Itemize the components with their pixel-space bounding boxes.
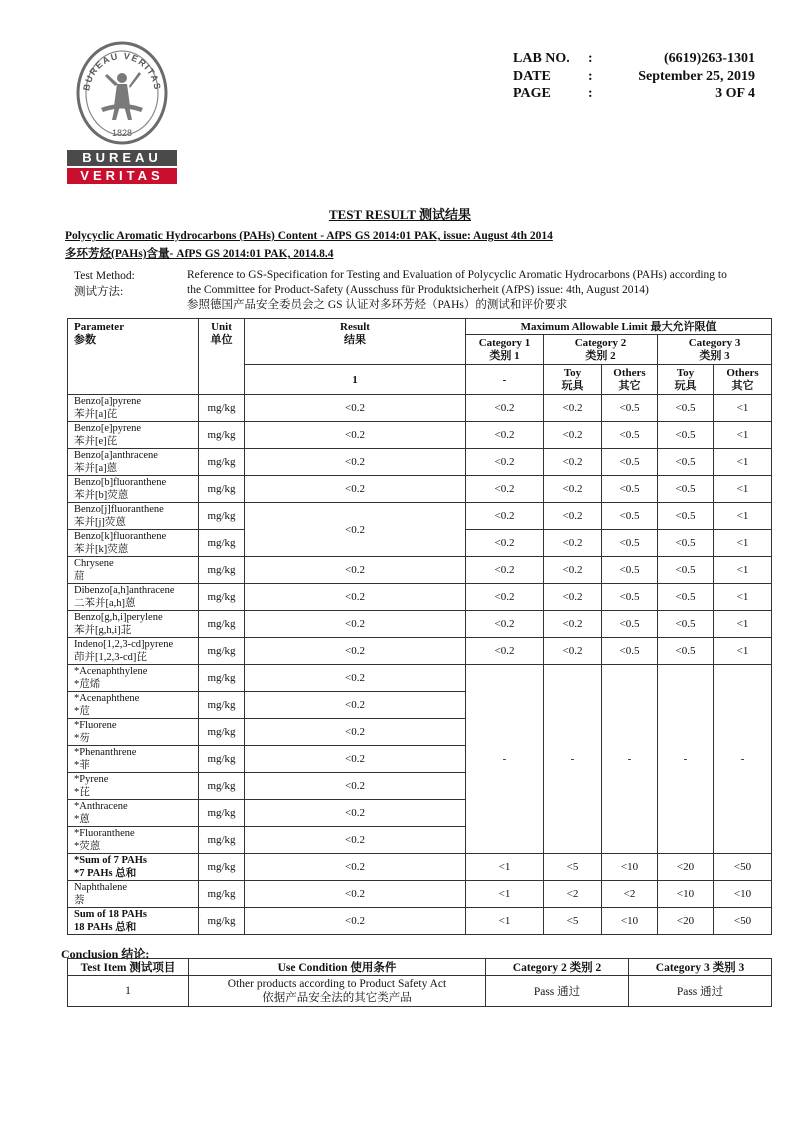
colon: :	[588, 51, 593, 66]
table-cell: *Fluoranthene *荧蒽	[68, 827, 199, 854]
table-cell: <0.2	[544, 611, 602, 638]
table-cell: <10	[714, 881, 772, 908]
table-cell: <1	[714, 530, 772, 557]
table-cell: <0.5	[658, 611, 714, 638]
table-cell: <1	[714, 395, 772, 422]
lab-no-label: LAB NO.	[513, 51, 570, 66]
table-cell: <0.5	[602, 584, 658, 611]
table-cell: mg/kg	[199, 503, 245, 530]
table-cell: <0.2	[544, 530, 602, 557]
conclusion-item: 1	[68, 976, 189, 1007]
table-row	[68, 557, 772, 584]
table-cell: *Phenanthrene *菲	[68, 746, 199, 773]
table-cell: <0.5	[658, 530, 714, 557]
table-cell: <0.2	[245, 827, 466, 854]
table-cell: <0.2	[466, 449, 544, 476]
table-cell: mg/kg	[199, 719, 245, 746]
header-cat1-sub: -	[466, 365, 544, 395]
table-cell: <1	[714, 638, 772, 665]
header-labels	[513, 50, 570, 103]
merged-limit: -	[466, 665, 544, 854]
table-cell: <1	[714, 503, 772, 530]
table-cell: <0.2	[245, 746, 466, 773]
table-cell: <0.5	[658, 449, 714, 476]
table-cell: <1	[714, 557, 772, 584]
table-cell: <0.5	[658, 584, 714, 611]
table-cell: <0.2	[245, 449, 466, 476]
table-cell: <1	[714, 422, 772, 449]
header-category-2: Category 2 类别 2	[544, 335, 658, 365]
table-cell: Indeno[1,2,3-cd]pyrene 茚并[1,2,3-cd]芘	[68, 638, 199, 665]
table-cell: <0.5	[602, 503, 658, 530]
conclusion-table	[67, 958, 772, 1007]
table-cell: <1	[714, 476, 772, 503]
table-cell: <0.5	[658, 557, 714, 584]
header-result: Result 结果	[245, 319, 466, 365]
table-cell: <0.5	[602, 476, 658, 503]
table-cell: <0.5	[602, 611, 658, 638]
table-cell: mg/kg	[199, 422, 245, 449]
table-cell: <0.2	[544, 476, 602, 503]
table-cell: <1	[714, 611, 772, 638]
test-method-line: 参照德国产品安全委员会之 GS 认证对多环芳烃（PAHs）的测试和评价要求	[187, 299, 568, 311]
table-cell: Sum of 18 PAHs 18 PAHs 总和	[68, 908, 199, 935]
header-cat2-toy: Toy 玩具	[544, 365, 602, 395]
table-cell: <1	[714, 584, 772, 611]
header-cat3-toy: Toy 玩具	[658, 365, 714, 395]
logo-word-veritas: VERITAS	[67, 168, 177, 184]
table-row	[68, 908, 772, 935]
colon: :	[588, 86, 593, 101]
table-cell: <0.2	[544, 503, 602, 530]
table-row	[68, 881, 772, 908]
date-label: DATE	[513, 68, 551, 84]
header-cat3-others: Others 其它	[714, 365, 772, 395]
table-cell: mg/kg	[199, 449, 245, 476]
table-cell: <0.2	[466, 638, 544, 665]
table-cell: mg/kg	[199, 584, 245, 611]
test-method-line: Reference to GS-Specification for Testing and Evaluation of Polycyclic Aromatic Hydrocarbons (PAHs) according to	[187, 269, 727, 281]
table-row	[68, 422, 772, 449]
test-method-label-cn: 测试方法:	[74, 286, 124, 298]
table-cell: <0.2	[245, 422, 466, 449]
table-cell: Naphthalene 萘	[68, 881, 199, 908]
table-cell: <0.2	[544, 584, 602, 611]
logo-word-bureau: BUREAU	[67, 150, 177, 166]
table-cell: <0.5	[602, 638, 658, 665]
table-cell: Dibenzo[a,h]anthracene 二苯并[a,h]蒽	[68, 584, 199, 611]
merged-limit: -	[714, 665, 772, 854]
conclusion-cat3-result: Pass 通过	[629, 976, 772, 1007]
table-cell: <0.2	[245, 719, 466, 746]
table-cell: <5	[544, 908, 602, 935]
header-values	[600, 50, 755, 103]
seal-year: 1828	[111, 128, 133, 138]
table-cell: *Anthracene *蒽	[68, 800, 199, 827]
table-cell: <2	[602, 881, 658, 908]
conclusion-header-use: Use Condition 使用条件	[189, 959, 486, 976]
table-cell: mg/kg	[199, 800, 245, 827]
table-cell: <1	[466, 854, 544, 881]
table-cell: <0.2	[466, 476, 544, 503]
table-cell: <0.2	[245, 611, 466, 638]
table-cell: mg/kg	[199, 692, 245, 719]
table-row	[68, 503, 772, 530]
table-cell: Benzo[b]fluoranthene 苯并[b]荧蒽	[68, 476, 199, 503]
conclusion-header-item: Test Item 测试项目	[68, 959, 189, 976]
header-sample-1: 1	[245, 365, 466, 395]
date-value: September 25, 2019	[638, 68, 755, 84]
test-method-label	[74, 268, 135, 300]
table-cell: <1	[466, 881, 544, 908]
table-cell: *Fluorene *芴	[68, 719, 199, 746]
table-cell: <0.5	[658, 503, 714, 530]
table-cell: <20	[658, 908, 714, 935]
table-row	[68, 584, 772, 611]
table-cell: <0.5	[602, 557, 658, 584]
page-value: 3 OF 4	[715, 86, 755, 101]
table-cell: <0.2	[245, 908, 466, 935]
table-cell: mg/kg	[199, 827, 245, 854]
table-cell: <10	[602, 854, 658, 881]
table-cell: <0.5	[658, 395, 714, 422]
table-cell: <0.5	[602, 530, 658, 557]
table-cell: <0.2	[544, 395, 602, 422]
table-cell: <0.2	[466, 503, 544, 530]
header-cat2-others: Others 其它	[602, 365, 658, 395]
table-row	[68, 395, 772, 422]
header-colons	[588, 50, 593, 103]
table-cell: <5	[544, 854, 602, 881]
table-cell: Benzo[g,h,i]perylene 苯并[g,h,i]苝	[68, 611, 199, 638]
subtitle-en: Polycyclic Aromatic Hydrocarbons (PAHs) Content - AfPS GS 2014:01 PAK, issue: August 4th 2014	[65, 230, 553, 242]
table-cell: <0.5	[658, 422, 714, 449]
table-cell: <0.2	[245, 800, 466, 827]
merged-limit: -	[544, 665, 602, 854]
conclusion-use: Other products according to Product Safety Act 依据产品安全法的其它类产品	[189, 976, 486, 1007]
merged-limit: -	[658, 665, 714, 854]
table-row	[68, 449, 772, 476]
table-cell: *Acenaphthene *苊	[68, 692, 199, 719]
table-row	[68, 665, 772, 692]
conclusion-header-cat3: Category 3 类别 3	[629, 959, 772, 976]
table-cell: <0.2	[466, 584, 544, 611]
table-cell: <0.2	[544, 449, 602, 476]
table-cell: <0.2	[466, 611, 544, 638]
table-row	[68, 611, 772, 638]
table-cell: <0.5	[602, 422, 658, 449]
results-table	[67, 318, 772, 935]
header-parameter: Parameter 参数	[68, 319, 199, 395]
conclusion-cat2-result: Pass 通过	[486, 976, 629, 1007]
table-cell: <50	[714, 854, 772, 881]
table-cell: <0.2	[544, 557, 602, 584]
table-cell: mg/kg	[199, 908, 245, 935]
header-category-1: Category 1 类别 1	[466, 335, 544, 365]
table-cell: Benzo[k]fluoranthene 苯并[k]荧蒽	[68, 530, 199, 557]
table-cell: <0.2	[245, 773, 466, 800]
table-row	[68, 476, 772, 503]
test-method-text	[187, 268, 767, 313]
table-cell: <0.2	[466, 395, 544, 422]
seal-text: BUREAU VERITAS	[81, 50, 163, 92]
bureau-veritas-seal-icon	[67, 40, 177, 146]
table-cell: <10	[602, 908, 658, 935]
header-max-limit: Maximum Allowable Limit 最大允许限值	[466, 319, 772, 335]
table-cell: Benzo[j]fluoranthene 苯并[j]荧蒽	[68, 503, 199, 530]
table-cell: *Sum of 7 PAHs *7 PAHs 总和	[68, 854, 199, 881]
conclusion-label: Conclusion 结论:	[61, 947, 150, 961]
table-cell: <1	[466, 908, 544, 935]
table-cell: <50	[714, 908, 772, 935]
table-cell: mg/kg	[199, 665, 245, 692]
merged-limit: -	[602, 665, 658, 854]
table-cell: mg/kg	[199, 557, 245, 584]
header-unit: Unit 单位	[199, 319, 245, 395]
table-cell: mg/kg	[199, 881, 245, 908]
table-cell: <0.5	[658, 476, 714, 503]
table-cell: <1	[714, 449, 772, 476]
table-cell: <0.2	[544, 422, 602, 449]
lab-no-value: (6619)263-1301	[664, 51, 755, 66]
bureau-veritas-logo	[67, 40, 177, 185]
test-method-line: the Committee for Product-Safety (Ausschuss für Produktsicherheit (AfPS) issue: 4th, August 2014)	[187, 284, 649, 296]
table-cell: <0.2	[466, 530, 544, 557]
page-label: PAGE	[513, 86, 551, 101]
table-cell: mg/kg	[199, 854, 245, 881]
test-method-label-en: Test Method:	[74, 270, 135, 282]
header-category-3: Category 3 类别 3	[658, 335, 772, 365]
table-cell: <0.5	[658, 638, 714, 665]
page-title: TEST RESULT 测试结果	[328, 207, 472, 222]
subtitle-cn: 多环芳烃(PAHs)含量- AfPS GS 2014:01 PAK, 2014.8.4	[65, 248, 334, 260]
table-cell: Benzo[e]pyrene 苯并[e]芘	[68, 422, 199, 449]
table-cell: <0.2	[245, 476, 466, 503]
table-cell: Benzo[a]pyrene 苯并[a]芘	[68, 395, 199, 422]
colon: :	[588, 68, 593, 84]
table-cell: <0.2	[245, 395, 466, 422]
table-cell: mg/kg	[199, 773, 245, 800]
table-cell: <0.2	[544, 638, 602, 665]
table-cell: <0.5	[602, 449, 658, 476]
table-cell: <0.2	[245, 854, 466, 881]
table-cell: <0.2	[245, 638, 466, 665]
table-row	[68, 854, 772, 881]
table-cell: mg/kg	[199, 638, 245, 665]
table-row	[68, 638, 772, 665]
merged-result: <0.2	[245, 503, 466, 557]
table-cell: <0.2	[245, 692, 466, 719]
table-cell: <20	[658, 854, 714, 881]
table-cell: mg/kg	[199, 611, 245, 638]
table-cell: *Pyrene *芘	[68, 773, 199, 800]
table-cell: mg/kg	[199, 395, 245, 422]
table-cell: <0.2	[245, 557, 466, 584]
table-cell: <2	[544, 881, 602, 908]
table-cell: <0.5	[602, 395, 658, 422]
table-cell: <0.2	[245, 881, 466, 908]
table-cell: <0.2	[466, 557, 544, 584]
table-cell: Benzo[a]anthracene 苯并[a]蒽	[68, 449, 199, 476]
table-cell: <0.2	[245, 584, 466, 611]
table-cell: <10	[658, 881, 714, 908]
table-cell: Chrysene 䓛	[68, 557, 199, 584]
table-cell: mg/kg	[199, 530, 245, 557]
table-cell: <0.2	[245, 665, 466, 692]
conclusion-header-cat2: Category 2 类别 2	[486, 959, 629, 976]
table-cell: *Acenaphthylene *苊烯	[68, 665, 199, 692]
table-cell: mg/kg	[199, 746, 245, 773]
table-cell: <0.2	[466, 422, 544, 449]
table-cell: mg/kg	[199, 476, 245, 503]
